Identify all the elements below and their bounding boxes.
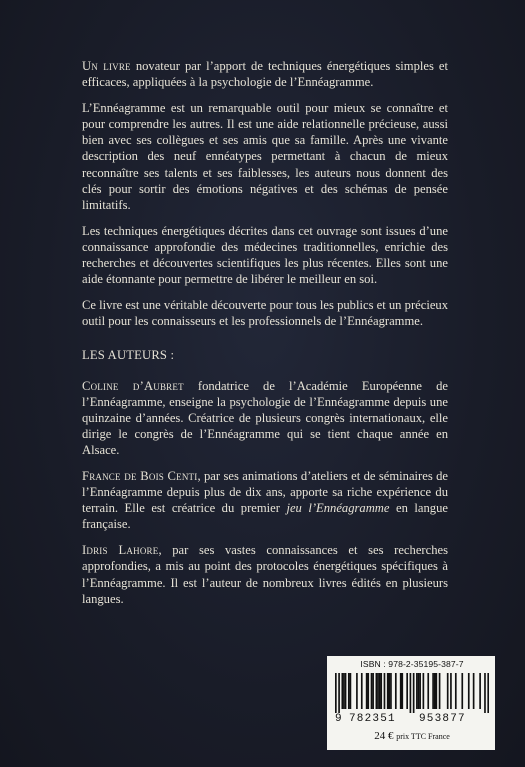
barcode-bar	[335, 673, 337, 713]
intro-paragraph-3: Les techniques énergétiques décrites dans cet ouvrage sont issues d’une connaissance approfondie des médecines traditionnelles, enrichie des recherches et découvertes scientifiques les plus récentes. Elles sont une aide étonnante pour permettre de libérer le meilleur en soi.	[82, 223, 448, 287]
price-value: 24 €	[374, 730, 394, 742]
author-1-bio	[82, 378, 448, 458]
intro-paragraph-1	[82, 58, 448, 90]
barcode-bar	[395, 673, 397, 709]
barcode-bar	[366, 673, 368, 709]
barcode-bar	[419, 673, 421, 709]
barcode-bar	[350, 673, 352, 709]
intro-paragraph-4: Ce livre est une véritable découverte pour tous les publics et un précieux outil pour les connaisseurs et les professionnels de l’Ennéagramme.	[82, 298, 448, 329]
barcode-bar	[427, 673, 429, 709]
intro-text-1: novateur par l’apport de techniques énergétiques simples et efficaces, appliquées à la psychologie de l’Ennéagramme.	[82, 59, 449, 90]
barcode-bar	[434, 673, 436, 709]
author-2-name: France de Bois Centi	[82, 468, 198, 483]
price-note: prix TTC France	[396, 732, 450, 741]
author-1-text: fondatrice de l’Académie Européenne de l’Ennéagramme, enseigne la psychologie de l’Ennéagramme depuis une quinzaine d’années. Créatrice de plusieurs congrès internationaux, elle dirige le congrès de l’Ennéagramme qui se tient chaque année en Alsace.	[82, 378, 448, 457]
barcode-bars	[335, 673, 489, 713]
authors-heading: LES AUTEURS :	[82, 348, 175, 363]
barcode-bar	[361, 673, 363, 709]
barcode-bar	[372, 673, 374, 709]
barcode-bar	[439, 673, 441, 709]
author-3-text: , par ses vastes connaissances et ses recherches approfondies, a mis au point des protocoles énergétiques spécifiques à l’Ennéagramme. Il est l’auteur de nombreux livres édités en plusieurs langues.	[82, 543, 448, 606]
cover-text	[82, 58, 448, 617]
barcode-bar	[379, 673, 381, 709]
barcode-bar	[390, 673, 392, 709]
barcode-bar	[432, 673, 434, 709]
barcode-bar	[484, 673, 486, 713]
barcode-digits-right: 953877	[419, 713, 466, 725]
barcode-bar	[384, 673, 386, 709]
barcode-bar	[423, 673, 425, 709]
barcode-bar	[387, 673, 389, 709]
barcode-bar	[371, 673, 373, 709]
barcode-bar	[348, 673, 350, 709]
barcode-bar	[479, 673, 481, 709]
author-3-bio	[82, 542, 448, 606]
barcode-bar	[400, 673, 402, 709]
barcode-bar	[388, 673, 390, 709]
barcode-bar	[341, 673, 343, 709]
author-3-name: Idris Lahore	[82, 543, 159, 558]
barcode-bar	[401, 673, 403, 709]
barcode-bar	[413, 673, 415, 713]
barcode-bar	[473, 673, 475, 709]
barcode-bar	[455, 673, 457, 709]
intro-paragraph-2: L’Ennéagramme est un remarquable outil pour mieux se connaître et pour comprendre les autres. Il est une aide relationnelle précieuse, aussi bien avec ses collègues et ses amis que sa famille. Après une vivante description des neuf ennéatypes permettant à chacun de mieux reconnaître ses talents et ses faiblesses, les auteurs nous donnent des clés pour sortir des émotions négatives et des schémas de pensée limitatifs.	[82, 101, 448, 212]
barcode-bar	[450, 673, 452, 709]
barcode-bar	[461, 673, 463, 709]
author-2-tail: en langue française.	[82, 501, 448, 532]
author-2-game-title: jeu l’Ennéagramme	[286, 501, 390, 516]
barcode-digits	[335, 713, 495, 725]
barcode-bar	[343, 673, 345, 709]
barcode-bar	[356, 673, 358, 709]
barcode-digit-first: 9	[335, 713, 343, 725]
barcode-bar	[380, 673, 382, 709]
author-2-bio	[82, 468, 448, 532]
barcode-bar	[345, 673, 347, 709]
barcode-bar	[376, 673, 378, 709]
barcode-bar	[487, 673, 489, 713]
authors-section	[82, 378, 448, 607]
barcode-digits-left: 782351	[349, 713, 396, 725]
lead-small-caps: Un livre	[82, 59, 131, 73]
barcode-bar	[447, 673, 449, 709]
barcode-bar	[377, 673, 379, 709]
barcode-bar	[410, 673, 412, 713]
barcode-bar	[436, 673, 438, 709]
author-2-text: , par ses animations d’ateliers et de séminaires de l’Ennéagramme depuis plus de dix ans, apporte sa riche expérience du terrain. Elle est créatrice du premier	[82, 468, 449, 516]
barcode-bar	[418, 673, 420, 709]
author-1-name: Coline d’Aubret	[82, 378, 184, 393]
barcode-bar	[367, 673, 369, 709]
barcode-bar	[468, 673, 470, 709]
isbn-text: ISBN : 978-2-35195-387-7	[360, 659, 464, 669]
barcode-label	[327, 656, 495, 750]
price-line	[335, 730, 489, 742]
barcode-bar	[406, 673, 408, 709]
barcode-bar	[416, 673, 418, 709]
barcode-bar	[338, 673, 340, 713]
